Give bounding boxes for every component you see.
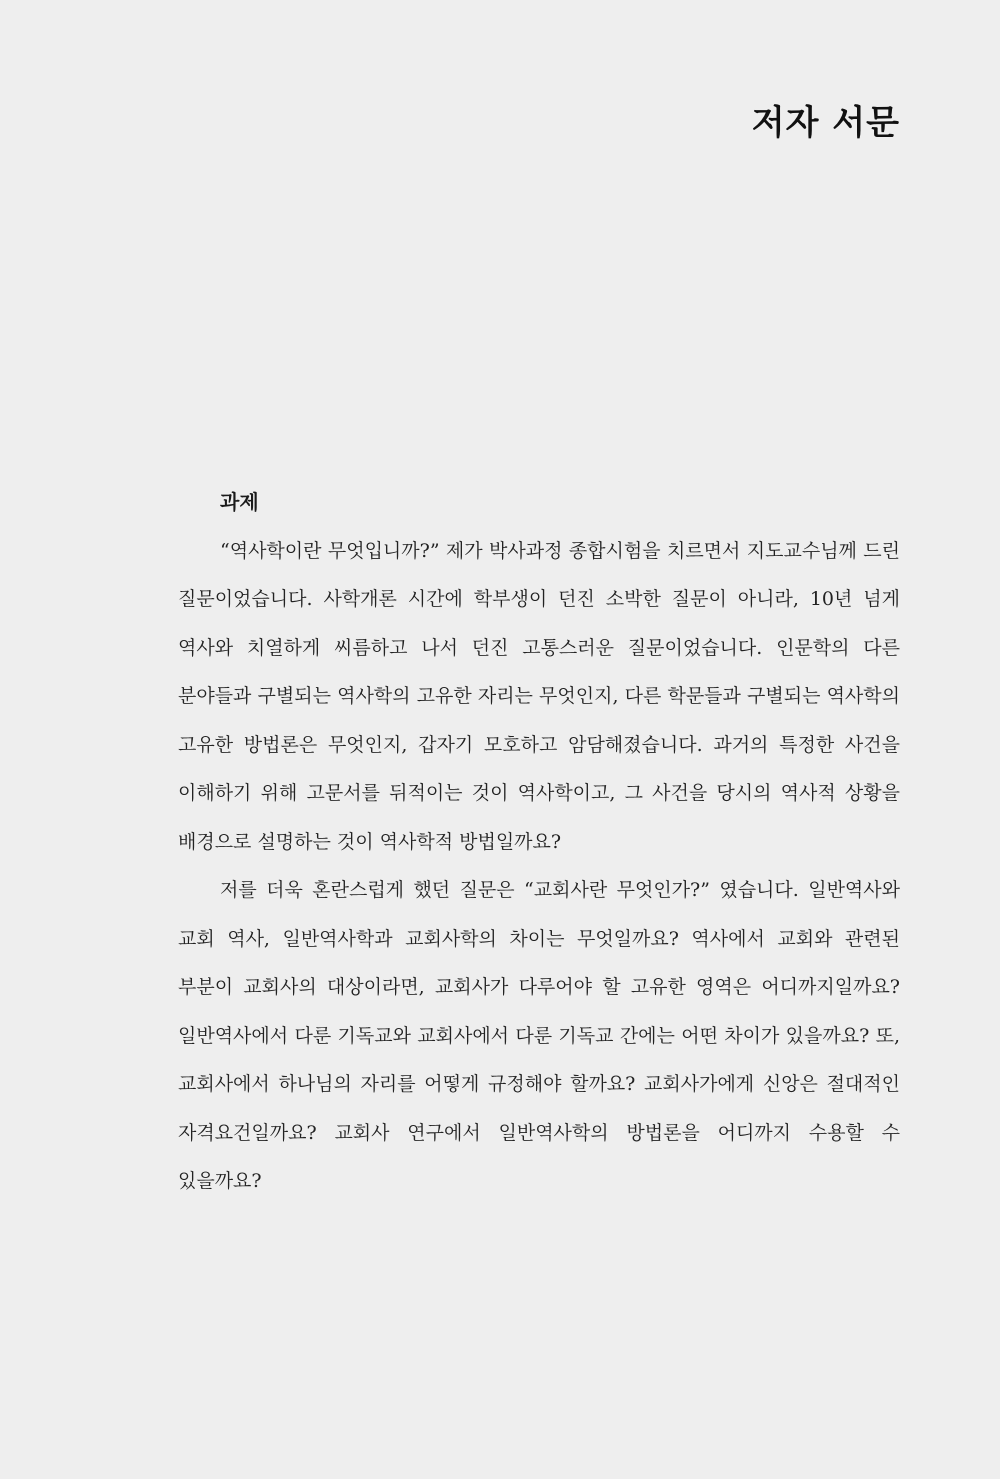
paragraph: 저를 더욱 혼란스럽게 했던 질문은 “교회사란 무엇인가?” 였습니다. 일반역사와 교회 역사, 일반역사학과 교회사학의 차이는 무엇일까요? 역사에서 교회와 관련된 부분이 교회사의 대상이라면, 교회사가 다루어야 할 고유한 영역은 어디까지일까요? 일반역사에서 다룬 기독교와 교회사에서 다룬 기독교 간에는 어떤 차이가 있을까요? 또, 교회사에서 하나님의 자리를 어떻게 규정해야 할까요? 교회사가에게 신앙은 절대적인 자격요건일까요? 교회사 연구에서 일반역사학의 방법론을 어디까지 수용할 수 있을까요? [178,879,900,1192]
section-heading: 과제 [220,490,259,514]
chapter-title: 저자 서문 [751,103,900,143]
paragraph: “역사학이란 무엇입니까?” 제가 박사과정 종합시험을 치르면서 지도교수님께 드린 질문이었습니다. 사학개론 시간에 학부생이 던진 소박한 질문이 아니라, 10년 넘게 역사와 치열하게 씨름하고 나서 던진 고통스러운 질문이었습니다. 인문학의 다른 분야들과 구별되는 역사학의 고유한 자리는 무엇인지, 다른 학문들과 구별되는 역사학의 고유한 방법론은 무엇인지, 갑자기 모호하고 암담해졌습니다. 과거의 특정한 사건을 이해하기 위해 고문서를 뒤적이는 것이 역사학이고, 그 사건을 당시의 역사적 상황을 배경으로 설명하는 것이 역사학적 방법일까요? [178,539,900,853]
body-text [178,478,900,1206]
